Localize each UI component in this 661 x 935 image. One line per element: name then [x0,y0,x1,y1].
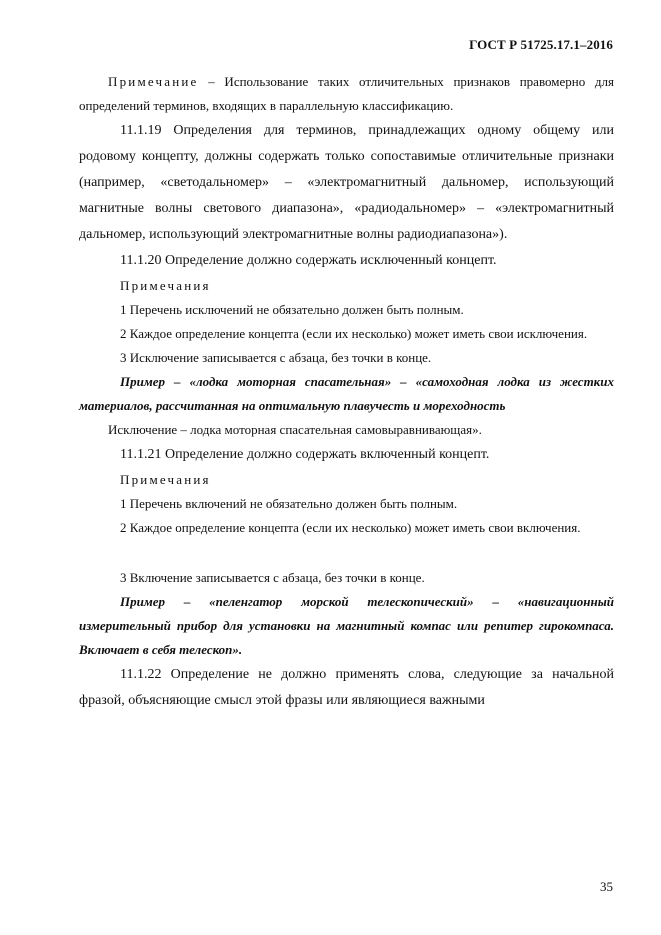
notes-label: Примечания [120,278,211,293]
clause-11-1-19: 11.1.19 Определения для терминов, принадлежащих одному общему или родовому концепту, должны содержать только сопоставимые отличительные признаки (например, «светодальномер» – «электромагнитный дальномер, использующий магнитные волны светового диапазона», «радиодальномер» – «электромагнитный дальномер, использующий электромагнитные волны радиодиапазона»). [79,123,614,242]
clause-11-1-20: 11.1.20 Определение должно содержать исключенный концепт. [120,253,497,268]
note-item: 1 Перечень исключений не обязательно должен быть полным. [120,302,464,317]
note-label: Примечание [108,74,199,89]
clause-11-1-21: 11.1.21 Определение должно содержать включенный концепт. [120,447,490,462]
exclusion-paragraph: Исключение – лодка моторная спасательная самовыравнивающая». [108,422,482,437]
note-item: 2 Каждое определение концепта (если их несколько) может иметь свои включения. [120,520,581,535]
page-number: 35 [600,879,613,894]
clause-11-1-22: 11.1.22 Определение не должно применять слова, следующие за начальной фразой, объясняющие смысл этой фразы или являющиеся важными [79,667,614,708]
example-paragraph: Пример – «пеленгатор морской телескопический» – «навигационный измерительный прибор для установки на магнитный компас или репитер гирокомпаса. Включает в себя телескоп». [79,594,614,657]
note-item: 2 Каждое определение концепта (если их несколько) может иметь свои исключения. [120,326,588,341]
note-item: 1 Перечень включений не обязательно должен быть полным. [120,496,458,511]
note-item: 3 Включение записывается с абзаца, без точки в конце. [120,570,425,585]
notes-label: Примечания [120,472,211,487]
spacer [79,540,614,566]
notes-heading [79,468,614,492]
document-body [79,70,614,714]
note-paragraph [79,70,614,118]
notes-heading [79,274,614,298]
example-paragraph: Пример – «лодка моторная спасательная» – «самоходная лодка из жестких материалов, рассчитанная на оптимальную плавучесть и мореходность [79,374,614,413]
document-header: ГОСТ Р 51725.17.1–2016 [469,37,613,52]
note-text: – Использование таких отличительных признаков правомерно для определений терминов, входящих в параллельную классификацию. [79,74,614,113]
note-item: 3 Исключение записывается с абзаца, без точки в конце. [120,350,432,365]
